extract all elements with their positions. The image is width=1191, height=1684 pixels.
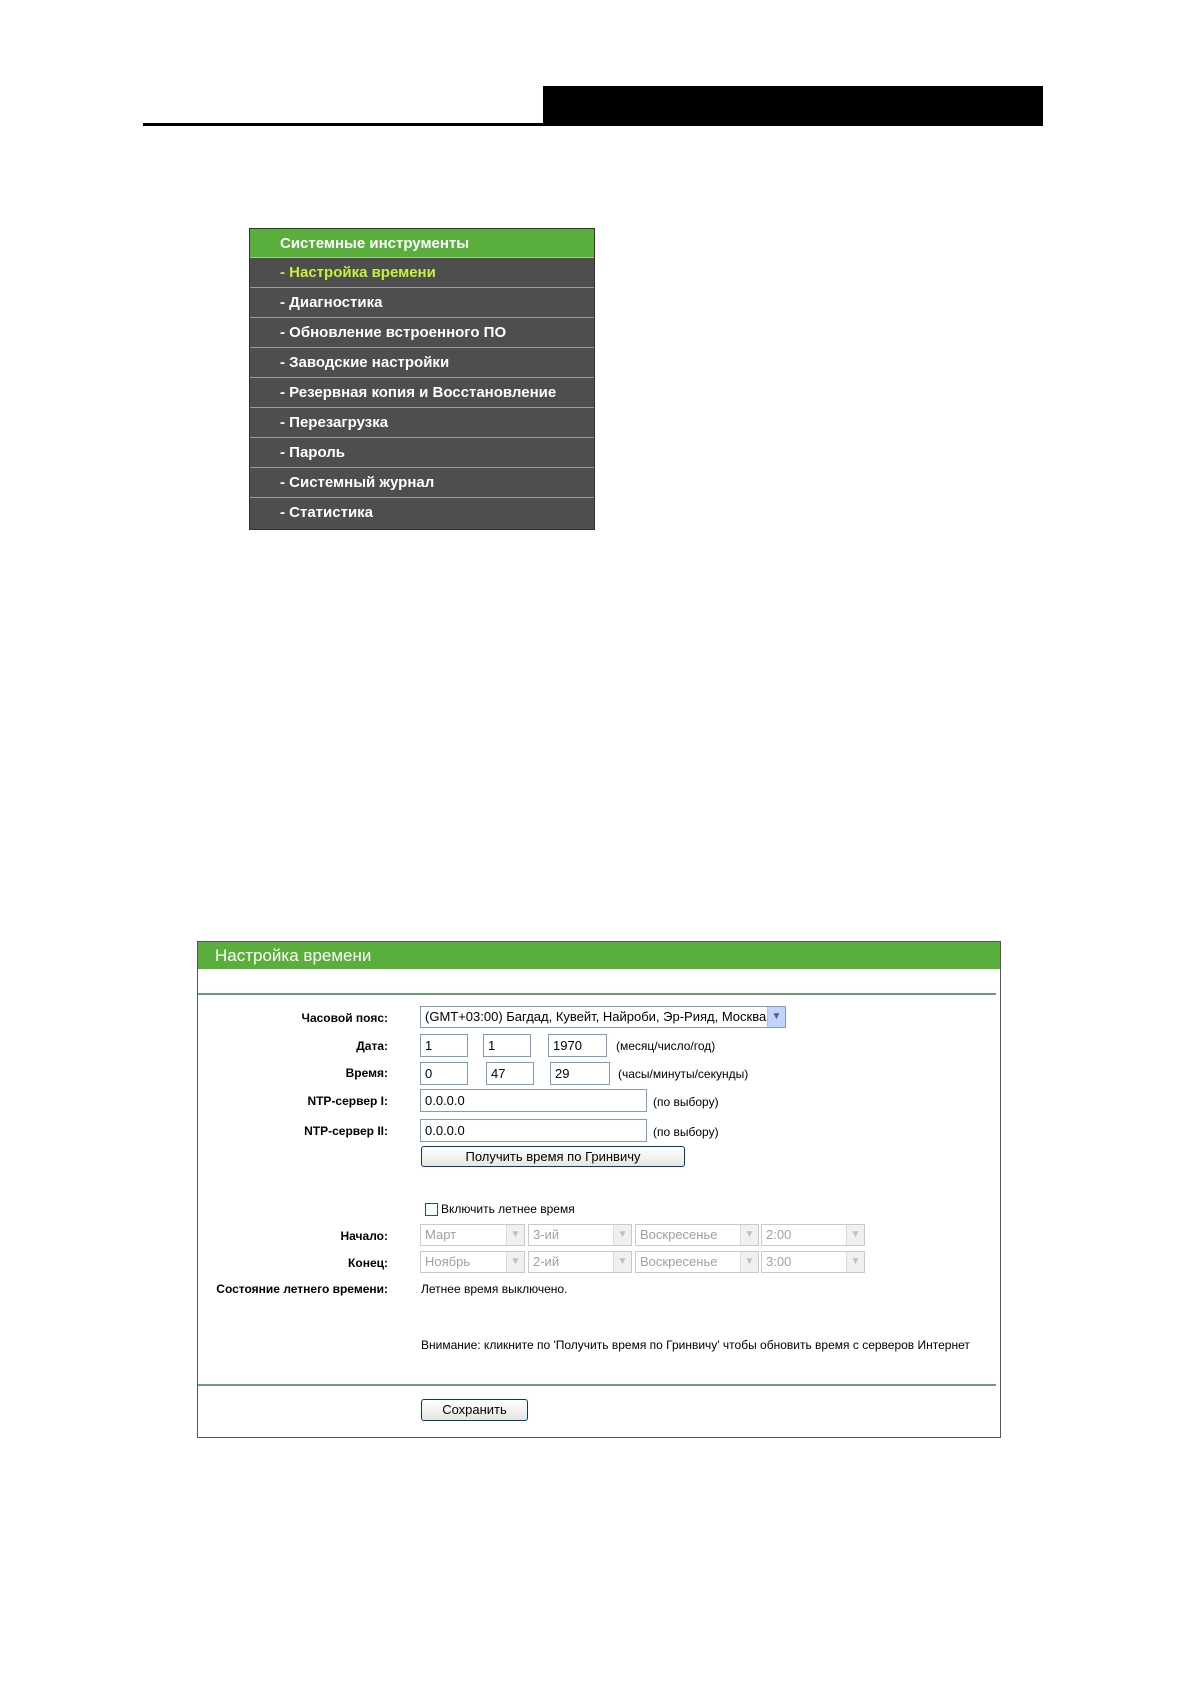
time-settings-panel [197,941,1001,1438]
chevron-down-icon: ▼ [740,1252,758,1272]
ntp-server-2-label: NTP-сервер II: [304,1124,388,1138]
menu-item-statistics[interactable]: - Статистика [280,504,374,521]
dst-start-month-value: Март [425,1227,457,1242]
dst-end-week-select[interactable] [528,1251,632,1273]
dst-end-month-value: Ноябрь [425,1254,471,1269]
time-format-hint: (часы/минуты/секунды) [618,1067,749,1081]
ntp-server-2-hint: (по выбору) [653,1125,719,1139]
save-button[interactable]: Сохранить [421,1399,528,1421]
chevron-down-icon: ▼ [506,1252,524,1272]
dst-end-time-value: 3:00 [766,1254,792,1269]
menu-item-system-log[interactable]: - Системный журнал [250,468,594,498]
timezone-label: Часовой пояс: [301,1011,388,1025]
dst-end-day-select[interactable] [635,1251,759,1273]
chevron-down-icon: ▼ [846,1252,864,1272]
dst-end-week-value: 2-ий [533,1254,560,1269]
dst-start-label: Начало: [340,1229,388,1243]
panel-title: Настройка времени [198,942,1000,969]
page-header-rule [143,123,1043,126]
dst-enable-checkbox[interactable] [425,1203,438,1216]
date-day-input[interactable] [483,1034,531,1057]
menu-item-password[interactable]: - Пароль [250,438,594,468]
menu-item-diagnostics[interactable]: - Диагностика [250,288,594,318]
dst-start-day-select[interactable] [635,1224,759,1246]
time-seconds-input[interactable] [550,1062,610,1085]
menu-item-reboot[interactable]: - Перезагрузка [250,408,594,438]
menu-item-firmware-upgrade[interactable]: - Обновление встроенного ПО [250,318,594,348]
dst-end-label: Конец: [348,1256,388,1270]
menu-item-factory-defaults[interactable]: - Заводские настройки [250,348,594,378]
dst-start-time-select[interactable] [761,1224,865,1246]
dst-start-month-select[interactable] [420,1224,525,1246]
panel-divider-bottom [198,1384,996,1386]
date-label: Дата: [356,1039,388,1053]
chevron-down-icon: ▼ [767,1007,785,1027]
chevron-down-icon: ▼ [846,1225,864,1245]
time-minutes-input[interactable] [486,1062,534,1085]
ntp-server-1-input[interactable] [420,1089,647,1112]
chevron-down-icon: ▼ [506,1225,524,1245]
date-format-hint: (месяц/число/год) [616,1039,716,1053]
get-gmt-button[interactable]: Получить время по Гринвичу [421,1146,685,1167]
system-tools-menu [249,228,595,530]
dst-start-time-value: 2:00 [766,1227,792,1242]
ntp-server-1-label: NTP-сервер I: [307,1094,388,1108]
chevron-down-icon: ▼ [613,1225,631,1245]
ntp-server-2-input[interactable] [420,1119,647,1142]
dst-status-value: Летнее время выключено. [421,1282,568,1296]
menu-item-backup-restore[interactable]: - Резервная копия и Восстановление [250,378,594,408]
timezone-value: (GMT+03:00) Багдад, Кувейт, Найроби, Эр-Рияд, Москва [425,1009,767,1024]
dst-end-month-select[interactable] [420,1251,525,1273]
menu-item-time-settings[interactable]: - Настройка времени [250,258,594,288]
ntp-server-1-hint: (по выбору) [653,1095,719,1109]
timezone-select[interactable] [420,1006,786,1028]
dst-start-day-value: Воскресенье [640,1227,718,1242]
time-hours-input[interactable] [420,1062,468,1085]
dst-end-time-select[interactable] [761,1251,865,1273]
notice-text: Внимание: кликните по 'Получить время по Гринвичу' чтобы обновить время с серверов Интернет [421,1338,970,1352]
dst-enable-label: Включить летнее время [441,1202,575,1216]
date-month-input[interactable] [420,1034,468,1057]
chevron-down-icon: ▼ [740,1225,758,1245]
menu-header: Системные инструменты [250,229,594,258]
panel-divider-top [198,993,996,995]
dst-status-label: Состояние летнего времени: [216,1282,388,1296]
dst-start-week-value: 3-ий [533,1227,560,1242]
dst-end-day-value: Воскресенье [640,1254,718,1269]
dst-start-week-select[interactable] [528,1224,632,1246]
page-header-bar [543,86,1043,125]
time-label: Время: [345,1066,388,1080]
chevron-down-icon: ▼ [613,1252,631,1272]
date-year-input[interactable] [548,1034,607,1057]
